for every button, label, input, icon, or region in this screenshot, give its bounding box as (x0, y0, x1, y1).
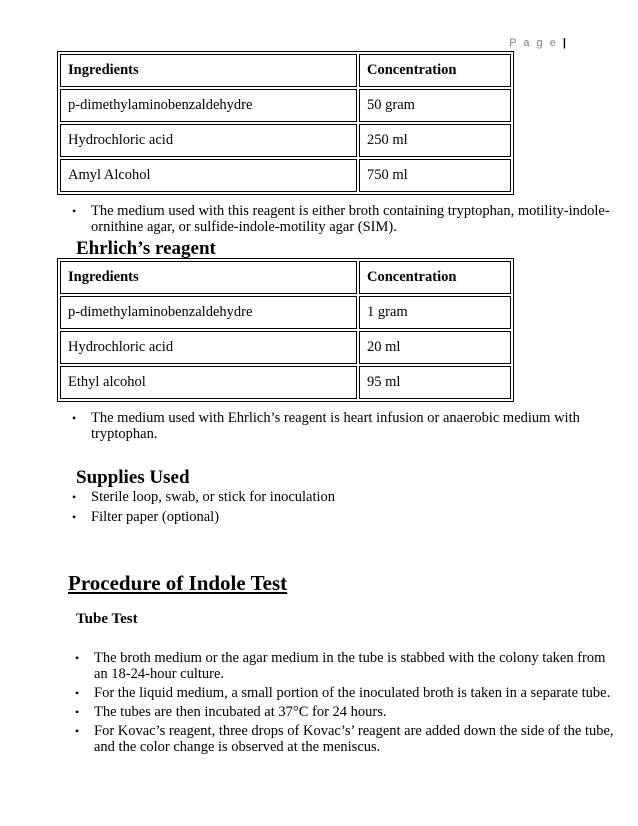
tube-test-subheading: Tube Test (76, 611, 138, 627)
table-row (60, 124, 511, 157)
page-label: P a g e (509, 37, 558, 49)
ingredient-cell: Hydrochloric acid (60, 331, 357, 364)
procedure-heading: Procedure of Indole Test (68, 571, 288, 595)
concentration-cell: 50 gram (359, 89, 511, 122)
concentration-cell: 250 ml (359, 124, 511, 157)
kovacs-ingredients-table (57, 51, 514, 195)
bullet-icon: • (72, 490, 77, 504)
supply-item: Sterile loop, swab, or stick for inoculation (91, 489, 336, 505)
ingredient-cell: p-dimethylaminobenzaldehydre (60, 89, 357, 122)
table-row (60, 296, 511, 329)
ehrlich-ingredients-table (57, 258, 514, 402)
header-concentration: Concentration (359, 54, 511, 87)
bullet-icon: • (72, 204, 77, 218)
supply-item: Filter paper (optional) (91, 509, 220, 525)
list-item (71, 509, 591, 525)
list-item (71, 410, 601, 442)
table-row (60, 89, 511, 122)
list-item (74, 704, 614, 720)
page-header (509, 37, 566, 49)
header-concentration: Concentration (359, 261, 511, 294)
ehrlich-note: The medium used with Ehrlich’s reagent is heart infusion or anaerobic medium with tryptophan. (91, 410, 580, 442)
bullet-icon: • (72, 510, 77, 524)
header-ingredients: Ingredients (60, 54, 357, 87)
list-item (74, 650, 614, 682)
concentration-cell: 750 ml (359, 159, 511, 192)
table-header-row (60, 54, 511, 87)
kovacs-note: The medium used with this reagent is either broth containing tryptophan, motility-indole-ornithine agar, or sulfide-indole-motility agar (SIM). (91, 203, 610, 235)
ehrlich-note-list (71, 410, 601, 442)
kovacs-note-list (71, 203, 611, 235)
ingredient-cell: Hydrochloric acid (60, 124, 357, 157)
list-item (74, 723, 614, 755)
bullet-icon: • (75, 651, 80, 665)
tube-test-steps (74, 650, 614, 758)
bullet-icon: • (75, 705, 80, 719)
ingredient-cell: Amyl Alcohol (60, 159, 357, 192)
concentration-cell: 20 ml (359, 331, 511, 364)
header-ingredients: Ingredients (60, 261, 357, 294)
table-row (60, 331, 511, 364)
bullet-icon: • (75, 686, 80, 700)
supplies-list (71, 489, 591, 529)
bullet-icon: • (72, 411, 77, 425)
procedure-step: The broth medium or the agar medium in the tube is stabbed with the colony taken from an 18-24-hour culture. (94, 650, 606, 682)
concentration-cell: 95 ml (359, 366, 511, 399)
table-header-row (60, 261, 511, 294)
procedure-step: For the liquid medium, a small portion of the inoculated broth is taken in a separate tube. (94, 685, 611, 701)
bullet-icon: • (75, 724, 80, 738)
concentration-cell: 1 gram (359, 296, 511, 329)
supplies-heading: Supplies Used (76, 467, 190, 488)
list-item (71, 203, 611, 235)
page-separator: | (562, 37, 566, 49)
table-row (60, 366, 511, 399)
procedure-step: The tubes are then incubated at 37°C for 24 hours. (94, 704, 387, 720)
list-item (71, 489, 591, 505)
table-row (60, 159, 511, 192)
ingredient-cell: p-dimethylaminobenzaldehydre (60, 296, 357, 329)
procedure-step: For Kovac’s reagent, three drops of Kovac’s’ reagent are added down the side of the tube, and the color change is observed at the meniscus. (94, 723, 614, 755)
list-item (74, 685, 614, 701)
ingredient-cell: Ethyl alcohol (60, 366, 357, 399)
ehrlich-heading: Ehrlich’s reagent (76, 238, 216, 259)
